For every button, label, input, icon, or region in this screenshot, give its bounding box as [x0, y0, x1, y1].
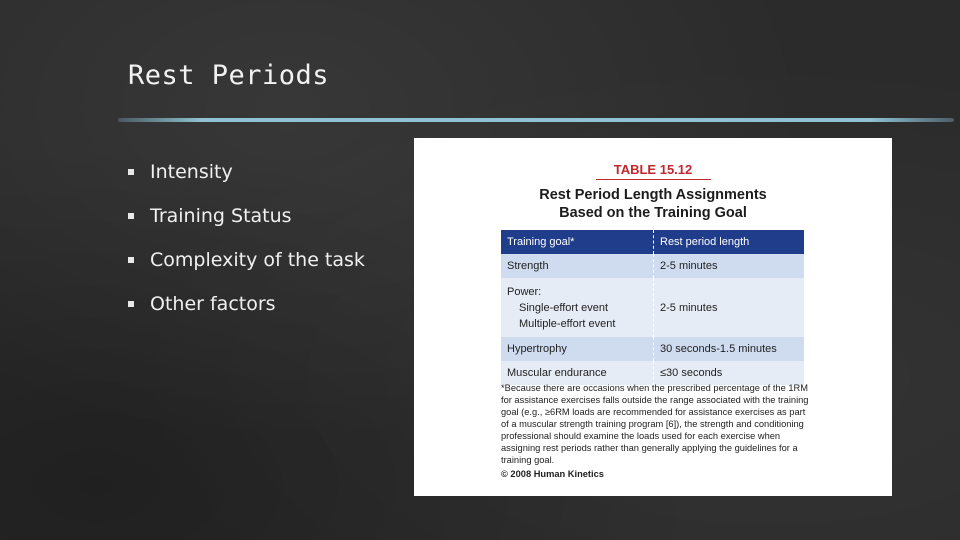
table-image [414, 138, 892, 496]
goal-cell [501, 278, 654, 337]
goal-sub-label: Single-effort event [519, 301, 609, 314]
table-footnote: *Because there are occasions when the prescribed percentage of the 1RM for assistance exercises falls outside the range associated with the training goal (e.g., ≥6RM loads are recommended for assistance exercises as part of a muscular strength training program [6]), the strength and conditioning professional should examine the loads used for each exercise when assigning rest periods rather than generally applying the guidelines for a training goal. [501, 383, 809, 465]
goal-label: Power: [507, 285, 542, 298]
bullet-text: Other factors [150, 293, 276, 315]
bullet-text: Training Status [150, 205, 292, 227]
copyright-notice: © 2008 Human Kinetics [501, 469, 604, 479]
bullet-item [128, 150, 365, 194]
table-row [501, 254, 804, 278]
square-bullet-icon [128, 257, 134, 263]
rest-cell: 2-5 minutes [654, 278, 805, 337]
bullet-text: Intensity [150, 161, 233, 183]
square-bullet-icon [128, 301, 134, 307]
bullet-item [128, 194, 365, 238]
slide-title: Rest Periods [128, 60, 330, 91]
square-bullet-icon [128, 169, 134, 175]
goal-cell: Strength [507, 260, 549, 272]
bullet-list [128, 150, 365, 326]
goal-sub-label: Multiple-effort event [519, 317, 616, 330]
table-heading-line: Rest Period Length Assignments [539, 187, 767, 203]
table-number-underline [596, 179, 711, 180]
table-number: TABLE 15.12 [613, 162, 693, 177]
goal-cell: Hypertrophy [507, 343, 567, 355]
rest-cell: 30 seconds-1.5 minutes [654, 337, 805, 361]
rest-period-table [501, 230, 804, 385]
table-heading [414, 186, 892, 222]
table-row [501, 278, 804, 337]
table-heading-line: Based on the Training Goal [559, 205, 747, 221]
column-header: Training goal* [501, 230, 654, 254]
square-bullet-icon [128, 213, 134, 219]
title-underline [118, 118, 954, 122]
rest-cell: ≤30 seconds [654, 361, 805, 385]
bullet-item [128, 238, 365, 282]
column-header: Rest period length [654, 230, 805, 254]
bullet-text: Complexity of the task [150, 249, 365, 271]
goal-cell: Muscular endurance [507, 367, 607, 379]
bullet-item [128, 282, 365, 326]
table-header-row [501, 230, 804, 254]
rest-cell: 2-5 minutes [654, 254, 805, 278]
table-row [501, 337, 804, 361]
